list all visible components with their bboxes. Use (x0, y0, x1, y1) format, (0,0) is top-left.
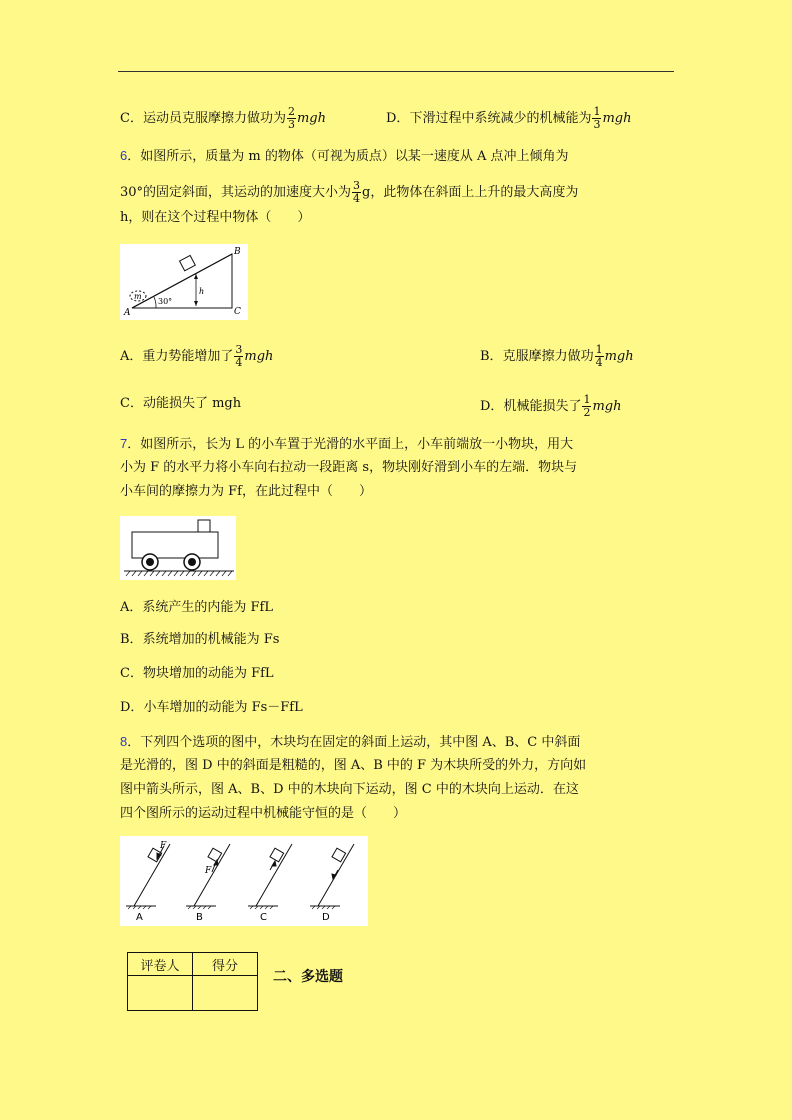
q8-stem-line4: 四个图所示的运动过程中机械能守恒的是（ ） (120, 806, 407, 821)
figure-label-d: D (322, 912, 330, 923)
option-label: C． (120, 111, 143, 126)
top-rule (118, 71, 674, 72)
label-a: A (124, 308, 131, 318)
label-h: h (199, 287, 205, 296)
fraction: $\frac{1}{3}$ (593, 105, 601, 131)
option-tail: mgh (602, 111, 632, 126)
q7-option-b[interactable]: B．系统增加的机械能为 Fs (120, 632, 280, 647)
figure-label-a: A (136, 912, 143, 923)
grader-cell[interactable] (128, 976, 193, 1011)
q8-inclines-figure (120, 836, 368, 926)
q6-stem-line2: 30°的固定斜面，其运动的加速度大小为 $\frac{3}{4}$ g，此物体在斜面上上升的最大高度为 (120, 179, 579, 205)
question-number: 6 (120, 148, 128, 163)
q7-cart-figure (120, 516, 236, 580)
option-text: 运动员克服摩擦力做功为 (142, 111, 286, 126)
force-label-b: F (205, 866, 212, 876)
q7-option-c[interactable]: C．物块增加的动能为 FfL (120, 666, 274, 681)
q6-option-d[interactable]: D．机械能损失了 $\frac{1}{2}$ mgh (480, 393, 622, 419)
q6-option-b[interactable]: B．克服摩擦力做功 $\frac{1}{4}$ mgh (480, 343, 634, 369)
question-number: 7 (120, 436, 128, 451)
option-tail: mgh (296, 111, 326, 126)
fraction: $\frac{2}{3}$ (287, 105, 295, 131)
q7-stem-line3: 小车间的摩擦力为 Ff，在此过程中（ ） (120, 484, 372, 499)
q6-stem-line3: h，则在这个过程中物体（ ） (120, 210, 311, 225)
question-number: 8 (120, 734, 128, 749)
label-b: B (234, 247, 241, 257)
label-angle: 30° (158, 297, 173, 306)
figure-label-c: C (260, 912, 267, 923)
q6-incline-figure (120, 244, 248, 320)
fraction: $\frac{3}{4}$ (353, 179, 361, 205)
figure-label-b: B (196, 912, 203, 923)
label-m: m (134, 292, 142, 301)
force-label-a: F (160, 841, 167, 851)
fraction: $\frac{3}{4}$ (235, 343, 243, 369)
option-label: D． (386, 111, 410, 126)
q8-stem-line2: 是光滑的，图 D 中的斜面是粗糙的，图 A、B 中的 F 为木块所受的外力，方向如 (120, 758, 587, 773)
q8-stem-line3: 图中箭头所示，图 A、B、D 中的木块向下运动，图 C 中的木块向上运动．在这 (120, 782, 579, 797)
grader-header: 评卷人 (128, 953, 193, 976)
q6-stem-line1: 6．如图所示，质量为 m 的物体（可视为质点）以某一速度从 A 点冲上倾角为 (120, 148, 569, 164)
fraction: $\frac{1}{4}$ (595, 343, 603, 369)
q8-stem-line1: 8．下列四个选项的图中，木块均在固定的斜面上运动，其中图 A、B、C 中斜面 (120, 734, 581, 750)
section-title: 二、多选题 (273, 969, 343, 985)
fraction: $\frac{1}{2}$ (583, 393, 591, 419)
q5-option-c[interactable] (120, 106, 326, 131)
q7-option-a[interactable]: A．系统产生的内能为 FfL (120, 600, 273, 615)
q6-option-a[interactable]: A．重力势能增加了 $\frac{3}{4}$ mgh (120, 343, 274, 369)
q5-option-d[interactable] (386, 106, 631, 131)
label-c: C (234, 307, 241, 317)
q6-option-c[interactable]: C．动能损失了 mgh (120, 396, 242, 411)
option-text: 下滑过程中系统减少的机械能为 (409, 111, 592, 126)
q7-option-d[interactable]: D．小车增加的动能为 Fs－FfL (120, 700, 303, 715)
score-cell[interactable] (193, 976, 258, 1011)
q7-stem-line1: 7．如图所示，长为 L 的小车置于光滑的水平面上，小车前端放一小物块，用大 (120, 436, 574, 452)
q7-stem-line2: 小为 F 的水平力将小车向右拉动一段距离 s，物块刚好滑到小车的左端．物块与 (120, 460, 578, 475)
score-table (127, 952, 258, 1011)
score-header: 得分 (193, 953, 258, 976)
